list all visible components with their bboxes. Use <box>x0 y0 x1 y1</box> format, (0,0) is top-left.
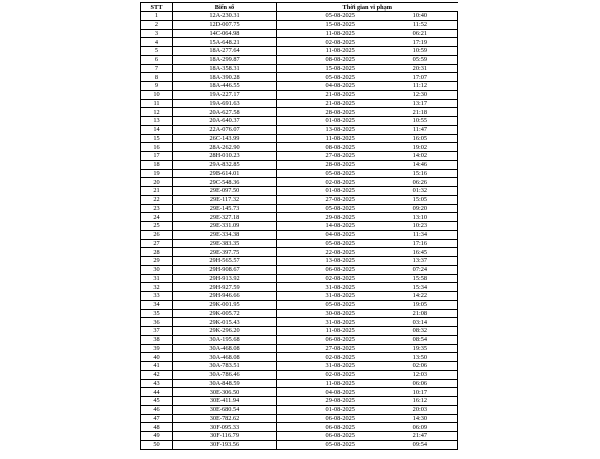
row-stt: 22 <box>141 195 173 204</box>
row-plate: 29H-927.59 <box>173 283 277 292</box>
row-time: 12:30 <box>404 90 458 99</box>
row-time: 19:05 <box>404 300 458 309</box>
row-time: 17:07 <box>404 73 458 82</box>
row-plate: 30A-468.08 <box>173 344 277 353</box>
violation-document <box>140 2 457 450</box>
row-time: 19:02 <box>404 143 458 152</box>
row-plate: 29E-334.38 <box>173 230 277 239</box>
row-stt: 48 <box>141 423 173 432</box>
table-row <box>141 362 458 371</box>
row-plate: 15A-648.21 <box>173 38 277 47</box>
row-time: 06:09 <box>404 423 458 432</box>
row-date: 11-08-2025 <box>277 379 404 388</box>
table-row <box>141 29 458 38</box>
row-date: 13-08-2025 <box>277 257 404 266</box>
row-plate: 30A-195.68 <box>173 335 277 344</box>
row-time: 07:24 <box>404 265 458 274</box>
table-row <box>141 440 458 449</box>
row-date: 06-08-2025 <box>277 335 404 344</box>
row-stt: 50 <box>141 440 173 449</box>
row-stt: 19 <box>141 169 173 178</box>
row-plate: 29K-005.72 <box>173 309 277 318</box>
row-plate: 30E-680.54 <box>173 405 277 414</box>
row-date: 27-08-2025 <box>277 152 404 161</box>
row-time: 21:18 <box>404 108 458 117</box>
row-plate: 30A-848.59 <box>173 379 277 388</box>
row-stt: 31 <box>141 274 173 283</box>
row-stt: 32 <box>141 283 173 292</box>
table-row <box>141 309 458 318</box>
row-time: 20:31 <box>404 64 458 73</box>
row-date: 11-08-2025 <box>277 29 404 38</box>
row-date: 14-08-2025 <box>277 222 404 231</box>
row-time: 08:32 <box>404 327 458 336</box>
row-stt: 41 <box>141 362 173 371</box>
row-date: 04-08-2025 <box>277 230 404 239</box>
row-date: 05-08-2025 <box>277 73 404 82</box>
row-time: 13:50 <box>404 353 458 362</box>
table-row <box>141 143 458 152</box>
row-date: 30-08-2025 <box>277 309 404 318</box>
row-time: 21:47 <box>404 432 458 441</box>
header-stt: STT <box>141 3 173 12</box>
table-row <box>141 327 458 336</box>
row-plate: 29H-913.92 <box>173 274 277 283</box>
table-row <box>141 283 458 292</box>
header-time: Thời gian vi phạm <box>277 3 458 12</box>
row-time: 09:54 <box>404 440 458 449</box>
row-time: 17:16 <box>404 239 458 248</box>
row-date: 01-08-2025 <box>277 117 404 126</box>
row-time: 11:47 <box>404 125 458 134</box>
row-time: 09:20 <box>404 204 458 213</box>
row-plate: 29E-327.18 <box>173 213 277 222</box>
row-stt: 28 <box>141 248 173 257</box>
row-date: 02-08-2025 <box>277 178 404 187</box>
table-row <box>141 12 458 21</box>
row-stt: 16 <box>141 143 173 152</box>
row-date: 02-08-2025 <box>277 274 404 283</box>
row-plate: 30F-116.79 <box>173 432 277 441</box>
table-row <box>141 370 458 379</box>
row-plate: 29K-001.95 <box>173 300 277 309</box>
row-plate: 14C-064.98 <box>173 29 277 38</box>
row-stt: 49 <box>141 432 173 441</box>
row-stt: 44 <box>141 388 173 397</box>
row-plate: 29E-397.75 <box>173 248 277 257</box>
row-date: 01-08-2025 <box>277 187 404 196</box>
row-plate: 12A-230.31 <box>173 12 277 21</box>
row-date: 05-08-2025 <box>277 169 404 178</box>
row-date: 11-08-2025 <box>277 327 404 336</box>
row-stt: 4 <box>141 38 173 47</box>
row-time: 20:03 <box>404 405 458 414</box>
table-row <box>141 405 458 414</box>
row-date: 05-08-2025 <box>277 239 404 248</box>
row-time: 03:14 <box>404 318 458 327</box>
row-time: 11:34 <box>404 230 458 239</box>
row-time: 11:52 <box>404 20 458 29</box>
row-stt: 27 <box>141 239 173 248</box>
row-time: 05:59 <box>404 55 458 64</box>
row-stt: 26 <box>141 230 173 239</box>
row-date: 29-08-2025 <box>277 213 404 222</box>
row-plate: 30A-786.46 <box>173 370 277 379</box>
table-row <box>141 239 458 248</box>
row-date: 22-08-2025 <box>277 248 404 257</box>
row-date: 21-08-2025 <box>277 90 404 99</box>
table-row <box>141 108 458 117</box>
row-plate: 18A-299.87 <box>173 55 277 64</box>
row-stt: 3 <box>141 29 173 38</box>
row-date: 02-08-2025 <box>277 370 404 379</box>
table-row <box>141 125 458 134</box>
row-stt: 42 <box>141 370 173 379</box>
row-time: 19:35 <box>404 344 458 353</box>
table-row <box>141 160 458 169</box>
table-row <box>141 318 458 327</box>
row-plate: 29E-145.73 <box>173 204 277 213</box>
row-plate: 30A-783.51 <box>173 362 277 371</box>
row-stt: 18 <box>141 160 173 169</box>
row-date: 13-08-2025 <box>277 125 404 134</box>
row-plate: 30F-095.33 <box>173 423 277 432</box>
row-stt: 40 <box>141 353 173 362</box>
row-date: 08-08-2025 <box>277 55 404 64</box>
table-row <box>141 134 458 143</box>
row-plate: 19A-691.63 <box>173 99 277 108</box>
row-time: 15:05 <box>404 195 458 204</box>
table-row <box>141 379 458 388</box>
table-row <box>141 423 458 432</box>
row-date: 28-08-2025 <box>277 160 404 169</box>
row-plate: 30F-193.56 <box>173 440 277 449</box>
row-time: 10:17 <box>404 388 458 397</box>
table-row <box>141 388 458 397</box>
row-plate: 19A-227.17 <box>173 90 277 99</box>
row-plate: 18A-277.64 <box>173 47 277 56</box>
row-plate: 30E-411.94 <box>173 397 277 406</box>
table-row <box>141 178 458 187</box>
row-date: 29-08-2025 <box>277 397 404 406</box>
row-plate: 29H-946.66 <box>173 292 277 301</box>
table-row <box>141 20 458 29</box>
table-row <box>141 300 458 309</box>
table-row <box>141 152 458 161</box>
row-stt: 8 <box>141 73 173 82</box>
row-time: 15:58 <box>404 274 458 283</box>
row-date: 05-08-2025 <box>277 12 404 21</box>
row-stt: 25 <box>141 222 173 231</box>
row-date: 02-08-2025 <box>277 38 404 47</box>
table-row <box>141 82 458 91</box>
row-stt: 12 <box>141 108 173 117</box>
row-time: 06:26 <box>404 178 458 187</box>
table-row <box>141 38 458 47</box>
row-plate: 20A-640.37 <box>173 117 277 126</box>
row-stt: 23 <box>141 204 173 213</box>
row-time: 21:08 <box>404 309 458 318</box>
row-time: 13:10 <box>404 213 458 222</box>
row-date: 08-08-2025 <box>277 143 404 152</box>
row-date: 05-08-2025 <box>277 440 404 449</box>
row-plate: 30E-306.50 <box>173 388 277 397</box>
table-row <box>141 344 458 353</box>
table-row <box>141 432 458 441</box>
row-plate: 18A-390.28 <box>173 73 277 82</box>
row-stt: 21 <box>141 187 173 196</box>
row-date: 27-08-2025 <box>277 344 404 353</box>
row-date: 31-08-2025 <box>277 362 404 371</box>
table-row <box>141 169 458 178</box>
row-stt: 33 <box>141 292 173 301</box>
row-date: 02-08-2025 <box>277 353 404 362</box>
row-plate: 29B-614.01 <box>173 169 277 178</box>
row-date: 11-08-2025 <box>277 47 404 56</box>
row-time: 14:30 <box>404 414 458 423</box>
row-date: 31-08-2025 <box>277 292 404 301</box>
row-stt: 43 <box>141 379 173 388</box>
table-row <box>141 195 458 204</box>
row-stt: 20 <box>141 178 173 187</box>
row-time: 06:06 <box>404 379 458 388</box>
row-date: 15-08-2025 <box>277 20 404 29</box>
table-row <box>141 90 458 99</box>
table-row <box>141 414 458 423</box>
table-row <box>141 213 458 222</box>
row-plate: 29K-015.43 <box>173 318 277 327</box>
row-date: 04-08-2025 <box>277 82 404 91</box>
table-row <box>141 257 458 266</box>
row-date: 31-08-2025 <box>277 283 404 292</box>
row-time: 14:22 <box>404 292 458 301</box>
row-time: 13:17 <box>404 99 458 108</box>
row-stt: 24 <box>141 213 173 222</box>
row-plate: 28H-010.23 <box>173 152 277 161</box>
row-time: 12:03 <box>404 370 458 379</box>
row-date: 06-08-2025 <box>277 423 404 432</box>
row-stt: 9 <box>141 82 173 91</box>
row-stt: 30 <box>141 265 173 274</box>
row-plate: 29E-331.09 <box>173 222 277 231</box>
row-plate: 30A-468.08 <box>173 353 277 362</box>
row-time: 10:59 <box>404 47 458 56</box>
table-row <box>141 187 458 196</box>
row-plate: 12D-007.75 <box>173 20 277 29</box>
header-plate: Biển số <box>173 3 277 12</box>
table-row <box>141 353 458 362</box>
row-date: 04-08-2025 <box>277 388 404 397</box>
row-time: 10:55 <box>404 117 458 126</box>
table-row <box>141 55 458 64</box>
violation-table <box>140 2 458 450</box>
table-row <box>141 73 458 82</box>
table-row <box>141 274 458 283</box>
row-time: 13:37 <box>404 257 458 266</box>
row-plate: 29K-296.20 <box>173 327 277 336</box>
row-time: 14:46 <box>404 160 458 169</box>
row-plate: 20A-627.58 <box>173 108 277 117</box>
row-time: 17:19 <box>404 38 458 47</box>
table-body <box>141 12 458 450</box>
row-date: 06-08-2025 <box>277 265 404 274</box>
row-plate: 29H-908.67 <box>173 265 277 274</box>
row-stt: 2 <box>141 20 173 29</box>
row-plate: 18A-358.31 <box>173 64 277 73</box>
row-stt: 6 <box>141 55 173 64</box>
row-stt: 36 <box>141 318 173 327</box>
row-time: 16:05 <box>404 134 458 143</box>
row-stt: 17 <box>141 152 173 161</box>
row-date: 05-08-2025 <box>277 204 404 213</box>
row-date: 15-08-2025 <box>277 64 404 73</box>
row-stt: 5 <box>141 47 173 56</box>
row-date: 01-08-2025 <box>277 405 404 414</box>
row-time: 10:23 <box>404 222 458 231</box>
row-stt: 15 <box>141 134 173 143</box>
row-time: 06:21 <box>404 29 458 38</box>
table-row <box>141 265 458 274</box>
table-row <box>141 248 458 257</box>
row-time: 01:32 <box>404 187 458 196</box>
row-stt: 7 <box>141 64 173 73</box>
row-plate: 29C-548.36 <box>173 178 277 187</box>
row-stt: 10 <box>141 90 173 99</box>
row-stt: 47 <box>141 414 173 423</box>
row-date: 27-08-2025 <box>277 195 404 204</box>
table-row <box>141 397 458 406</box>
row-plate: 30E-782.62 <box>173 414 277 423</box>
row-date: 21-08-2025 <box>277 99 404 108</box>
row-stt: 34 <box>141 300 173 309</box>
row-plate: 29H-565.57 <box>173 257 277 266</box>
row-stt: 11 <box>141 99 173 108</box>
row-date: 06-08-2025 <box>277 414 404 423</box>
row-stt: 37 <box>141 327 173 336</box>
table-row <box>141 64 458 73</box>
row-stt: 39 <box>141 344 173 353</box>
row-stt: 13 <box>141 117 173 126</box>
row-time: 15:34 <box>404 283 458 292</box>
row-plate: 29E-097.50 <box>173 187 277 196</box>
row-time: 11:12 <box>404 82 458 91</box>
row-time: 14:02 <box>404 152 458 161</box>
row-date: 05-08-2025 <box>277 300 404 309</box>
row-date: 11-08-2025 <box>277 134 404 143</box>
row-time: 16:45 <box>404 248 458 257</box>
table-row <box>141 99 458 108</box>
row-date: 06-08-2025 <box>277 432 404 441</box>
row-stt: 45 <box>141 397 173 406</box>
table-row <box>141 292 458 301</box>
row-plate: 18A-446.55 <box>173 82 277 91</box>
row-date: 28-08-2025 <box>277 108 404 117</box>
table-row <box>141 335 458 344</box>
row-plate: 26C-143.99 <box>173 134 277 143</box>
row-time: 10:40 <box>404 12 458 21</box>
table-row <box>141 204 458 213</box>
row-stt: 38 <box>141 335 173 344</box>
row-time: 02:06 <box>404 362 458 371</box>
table-header-row <box>141 3 458 12</box>
row-plate: 29E-383.35 <box>173 239 277 248</box>
row-time: 08:54 <box>404 335 458 344</box>
row-plate: 28A-262.90 <box>173 143 277 152</box>
row-stt: 35 <box>141 309 173 318</box>
row-date: 31-08-2025 <box>277 318 404 327</box>
row-plate: 29A-832.85 <box>173 160 277 169</box>
row-stt: 14 <box>141 125 173 134</box>
table-row <box>141 117 458 126</box>
row-stt: 46 <box>141 405 173 414</box>
table-row <box>141 230 458 239</box>
row-time: 16:12 <box>404 397 458 406</box>
table-row <box>141 47 458 56</box>
row-stt: 1 <box>141 12 173 21</box>
row-plate: 29E-117.32 <box>173 195 277 204</box>
row-time: 15:16 <box>404 169 458 178</box>
row-plate: 22A-076.07 <box>173 125 277 134</box>
row-stt: 29 <box>141 257 173 266</box>
table-row <box>141 222 458 231</box>
